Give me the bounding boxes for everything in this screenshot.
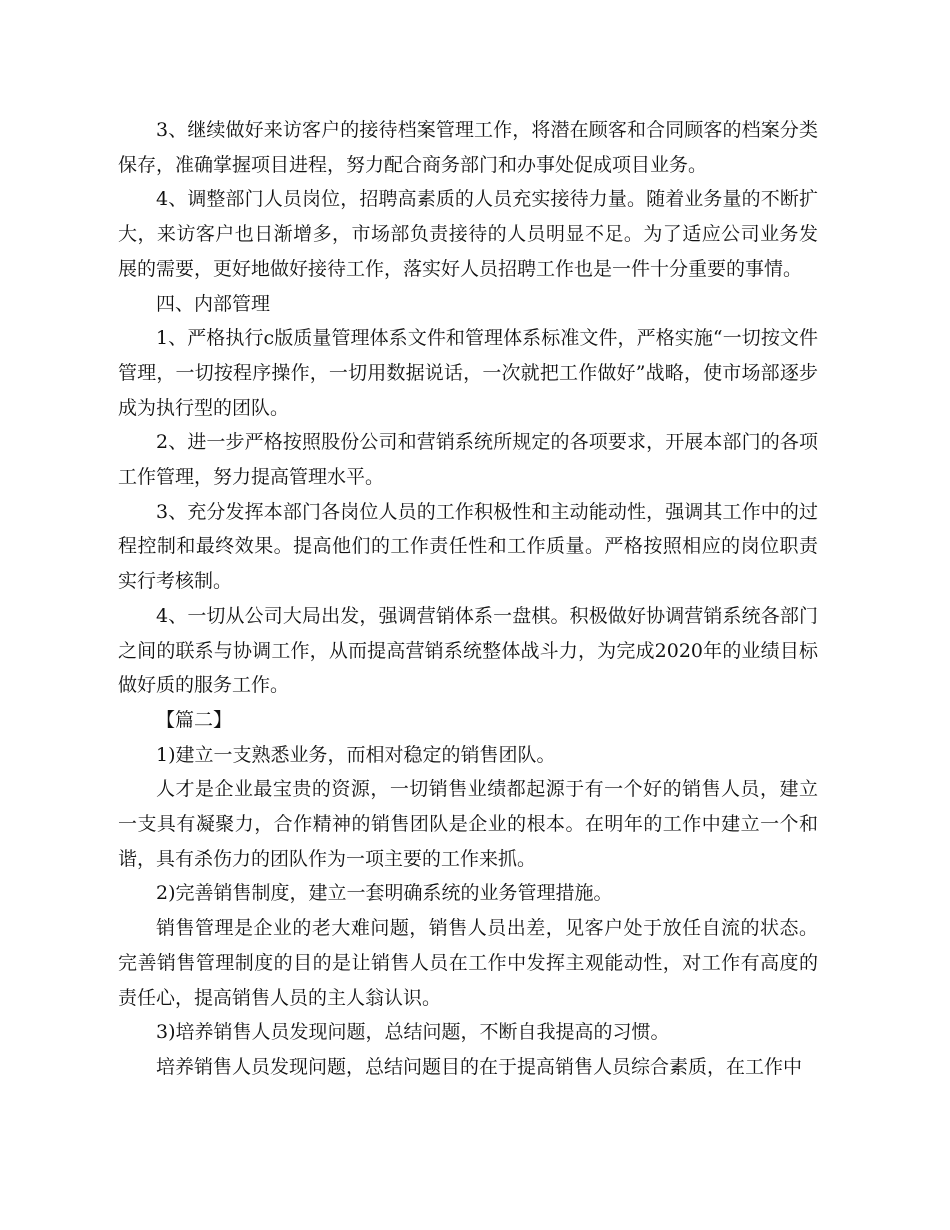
paragraph-point-1-body: 人才是企业最宝贵的资源，一切销售业绩都起源于有一个好的销售人员，建立一支具有凝聚力，合作精神的销售团队是企业的根本。在明年的工作中建立一个和谐，具有杀伤力的团队作为一项主要的工作来抓。	[118, 778, 818, 870]
paragraph-point-2-heading: 2)完善销售制度，建立一套明确系统的业务管理措施。	[156, 882, 613, 905]
paragraph-item-4-staffing: 4、调整部门人员岗位，招聘高素质的人员充实接待力量。随着业务量的不断扩大，来访客户也日渐增多，市场部负责接待的人员明显不足。为了适应公司业务发展的需要，更好地做好接待工作，落实好人员招聘工作也是一件十分重要的事情。	[118, 188, 818, 280]
paragraph-item-2-requirements: 2、进一步严格按照股份公司和营销系统所规定的各项要求，开展本部门的各项工作管理，努力提高管理水平。	[118, 431, 818, 489]
section-heading-part-two: 【篇二】	[156, 708, 233, 731]
paragraph-item-3-motivation: 3、充分发挥本部门各岗位人员的工作积极性和主动能动性，强调其工作中的过程控制和最终效果。提高他们的工作责任性和工作质量。严格按照相应的岗位职责实行考核制。	[118, 500, 818, 593]
paragraph-item-3-archive: 3、继续做好来访客户的接待档案管理工作，将潜在顾客和合同顾客的档案分类保存，准确掌握项目进程，努力配合商务部门和办事处促成项目业务。	[118, 119, 818, 176]
paragraph-point-2-body: 销售管理是企业的老大难问题，销售人员出差，见客户处于放任自流的状态。完善销售管理制度的目的是让销售人员在工作中发挥主观能动性，对工作有高度的责任心，提高销售人员的主人翁认识。	[118, 917, 818, 1009]
paragraph-point-3-heading: 3)培养销售人员发现问题，总结问题，不断自我提高的习惯。	[156, 1021, 670, 1044]
section-heading-internal-management: 四、内部管理	[156, 292, 271, 315]
paragraph-item-4-overall: 4、一切从公司大局出发，强调营销体系一盘棋。积极做好协调营销系统各部门之间的联系与协调工作，从而提高营销系统整体战斗力，为完成2020年的业绩目标做好质的服务工作。	[118, 604, 818, 697]
paragraph-point-3-body: 培养销售人员发现问题，总结问题目的在于提高销售人员综合素质，在工作中	[156, 1055, 803, 1078]
document-body	[118, 113, 818, 1085]
paragraph-item-1-quality-system: 1、严格执行c版质量管理体系文件和管理体系标准文件，严格实施“一切按文件管理，一切按程序操作，一切用数据说话，一次就把工作做好”战略，使市场部逐步成为执行型的团队。	[118, 327, 818, 419]
paragraph-point-1-heading: 1)建立一支熟悉业务，而相对稳定的销售团队。	[156, 743, 556, 766]
